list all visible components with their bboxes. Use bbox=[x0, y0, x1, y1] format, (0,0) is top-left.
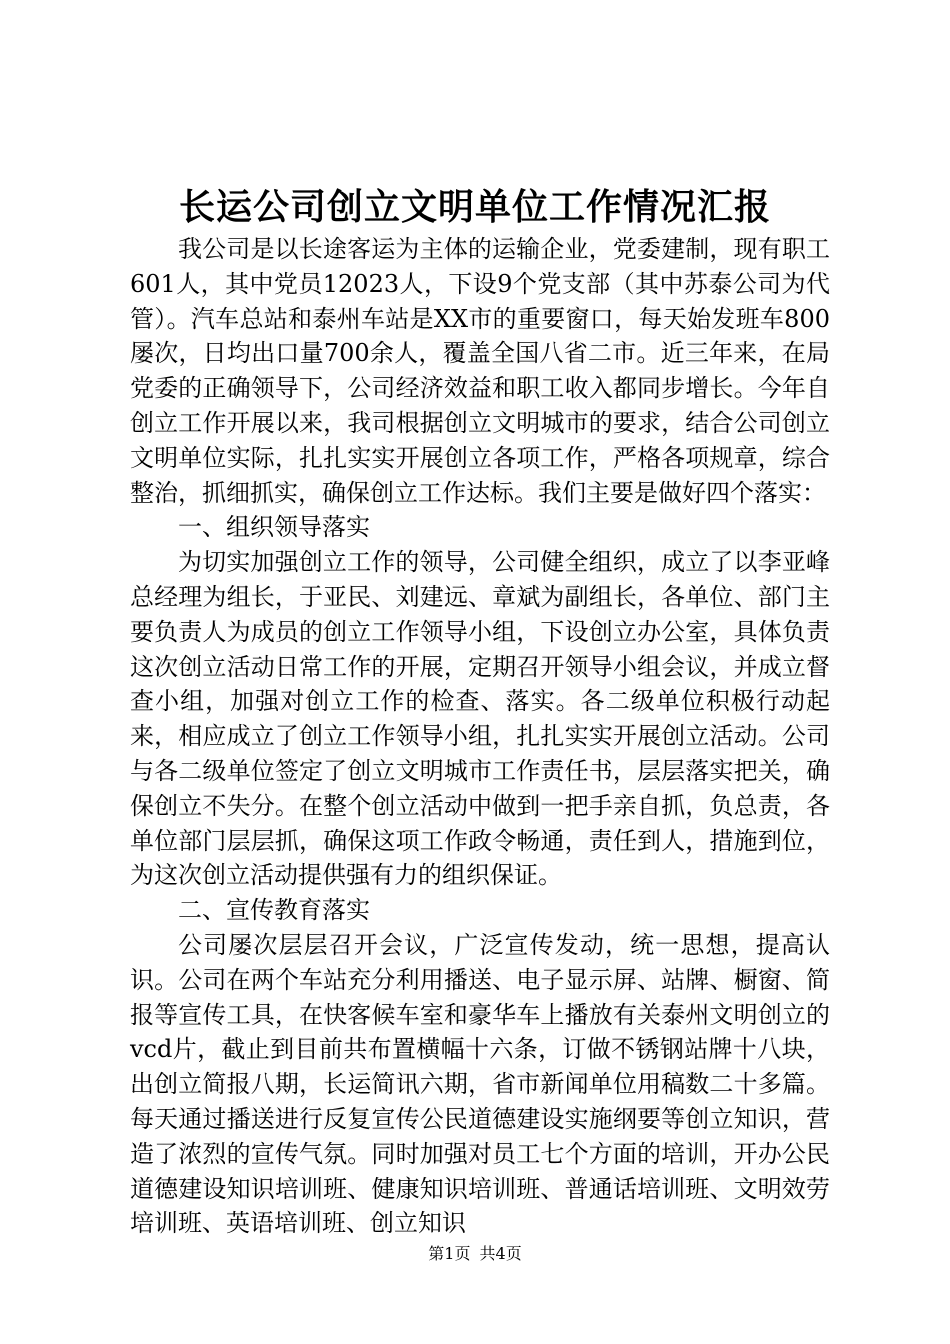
paragraph-intro: 我公司是以长途客运为主体的运输企业，党委建制，现有职工601人，其中党员12023人，下设9个党支部（其中苏泰公司为代管）。汽车总站和泰州车站是XX市的重要窗口，每天始发班车800屡次，日均出口量700余人，覆盖全国八省二市。近三年来，在局党委的正确领导下，公司经济效益和职工收入都同步增长。今年自创立工作开展以来，我司根据创立文明城市的要求，结合公司创立文明单位实际，扎扎实实开展创立各项工作，严格各项规章，综合整治，抓细抓实，确保创立工作达标。我们主要是做好四个落实： bbox=[130, 235, 830, 507]
page-number: 第1页 bbox=[428, 1244, 471, 1263]
section-heading-publicity: 二、宣传教育落实 bbox=[178, 896, 370, 925]
paragraph-publicity: 公司屡次层层召开会议，广泛宣传发动，统一思想，提高认识。公司在两个车站充分利用播送、电子显示屏、站牌、橱窗、简报等宣传工具，在快客候车室和豪华车上播放有关泰州文明创立的vcd片，截止到目前共布置横幅十六条，订做不锈钢站牌十八块，出创立简报八期，长运简讯六期，省市新闻单位用稿数二十多篇。每天通过播送进行反复宣传公民道德建设实施纲要等创立知识，营造了浓烈的宣传气氛。同时加强对员工七个方面的培训，开办公民道德建设知识培训班、健康知识培训班、普通话培训班、文明效劳培训班、英语培训班、创立知识 bbox=[130, 930, 830, 1238]
document-title: 长运公司创立文明单位工作情况汇报 bbox=[178, 186, 771, 228]
document-body bbox=[130, 232, 830, 1241]
page-total: 共4页 bbox=[479, 1244, 522, 1263]
section-heading-organization: 一、组织领导落实 bbox=[178, 513, 370, 542]
paragraph-organization: 为切实加强创立工作的领导，公司健全组织，成立了以李亚峰总经理为组长，于亚民、刘建远、章斌为副组长，各单位、部门主要负责人为成员的创立工作领导小组，下设创立办公室，具体负责这次创立活动日常工作的开展，定期召开领导小组会议，并成立督查小组，加强对创立工作的检查、落实。各二级单位积极行动起来，相应成立了创立工作领导小组，扎扎实实开展创立活动。公司与各二级单位签定了创立文明城市工作责任书，层层落实把关，确保创立不失分。在整个创立活动中做到一把手亲自抓，负总责，各单位部门层层抓，确保这项工作政令畅通，责任到人，措施到位，为这次创立活动提供强有力的组织保证。 bbox=[130, 548, 830, 890]
page-footer bbox=[0, 1242, 950, 1266]
